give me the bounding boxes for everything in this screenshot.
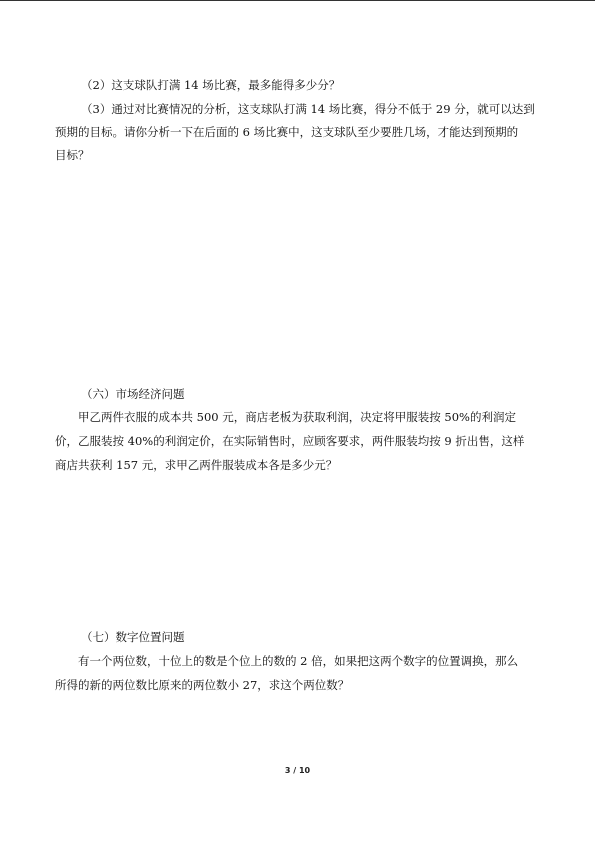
section-6-heading: （六）市场经济问题 <box>81 387 185 401</box>
page-number: 3 / 10 <box>284 766 311 775</box>
section-6-line-1: 甲乙两件衣服的成本共 500 元，商店老板为获取利润，决定将甲服装按 50%的利润定 <box>78 410 516 424</box>
section-6-line-3: 商店共获利 157 元，求甲乙两件服装成本各是多少元？ <box>55 458 338 472</box>
section-7-heading: （七）数字位置问题 <box>81 630 185 644</box>
section-7-line-2: 所得的新的两位数比原来的两位数小 27，求这个两位数？ <box>55 678 350 692</box>
question-2: （2）这支球队打满 14 场比赛，最多能得多少分？ <box>81 78 341 92</box>
section-6-line-2: 价，乙服装按 40%的利润定价，在实际销售时，应顾客要求，两件服装均按 9 折出售，这样 <box>55 434 525 448</box>
section-7-line-1: 有一个两位数，十位上的数是个位上的数的 2 倍，如果把这两个数字的位置调换，那么 <box>78 654 519 668</box>
question-3-line-3: 目标？ <box>55 148 90 162</box>
top-border-line <box>0 0 595 1</box>
question-3-line-1: （3）通过对比赛情况的分析，这支球队打满 14 场比赛，得分不低于 29 分，就可以达到 <box>81 102 535 116</box>
question-3-line-2: 预期的目标。请你分析一下在后面的 6 场比赛中，这支球队至少要胜几场，才能达到预期的 <box>55 125 519 139</box>
